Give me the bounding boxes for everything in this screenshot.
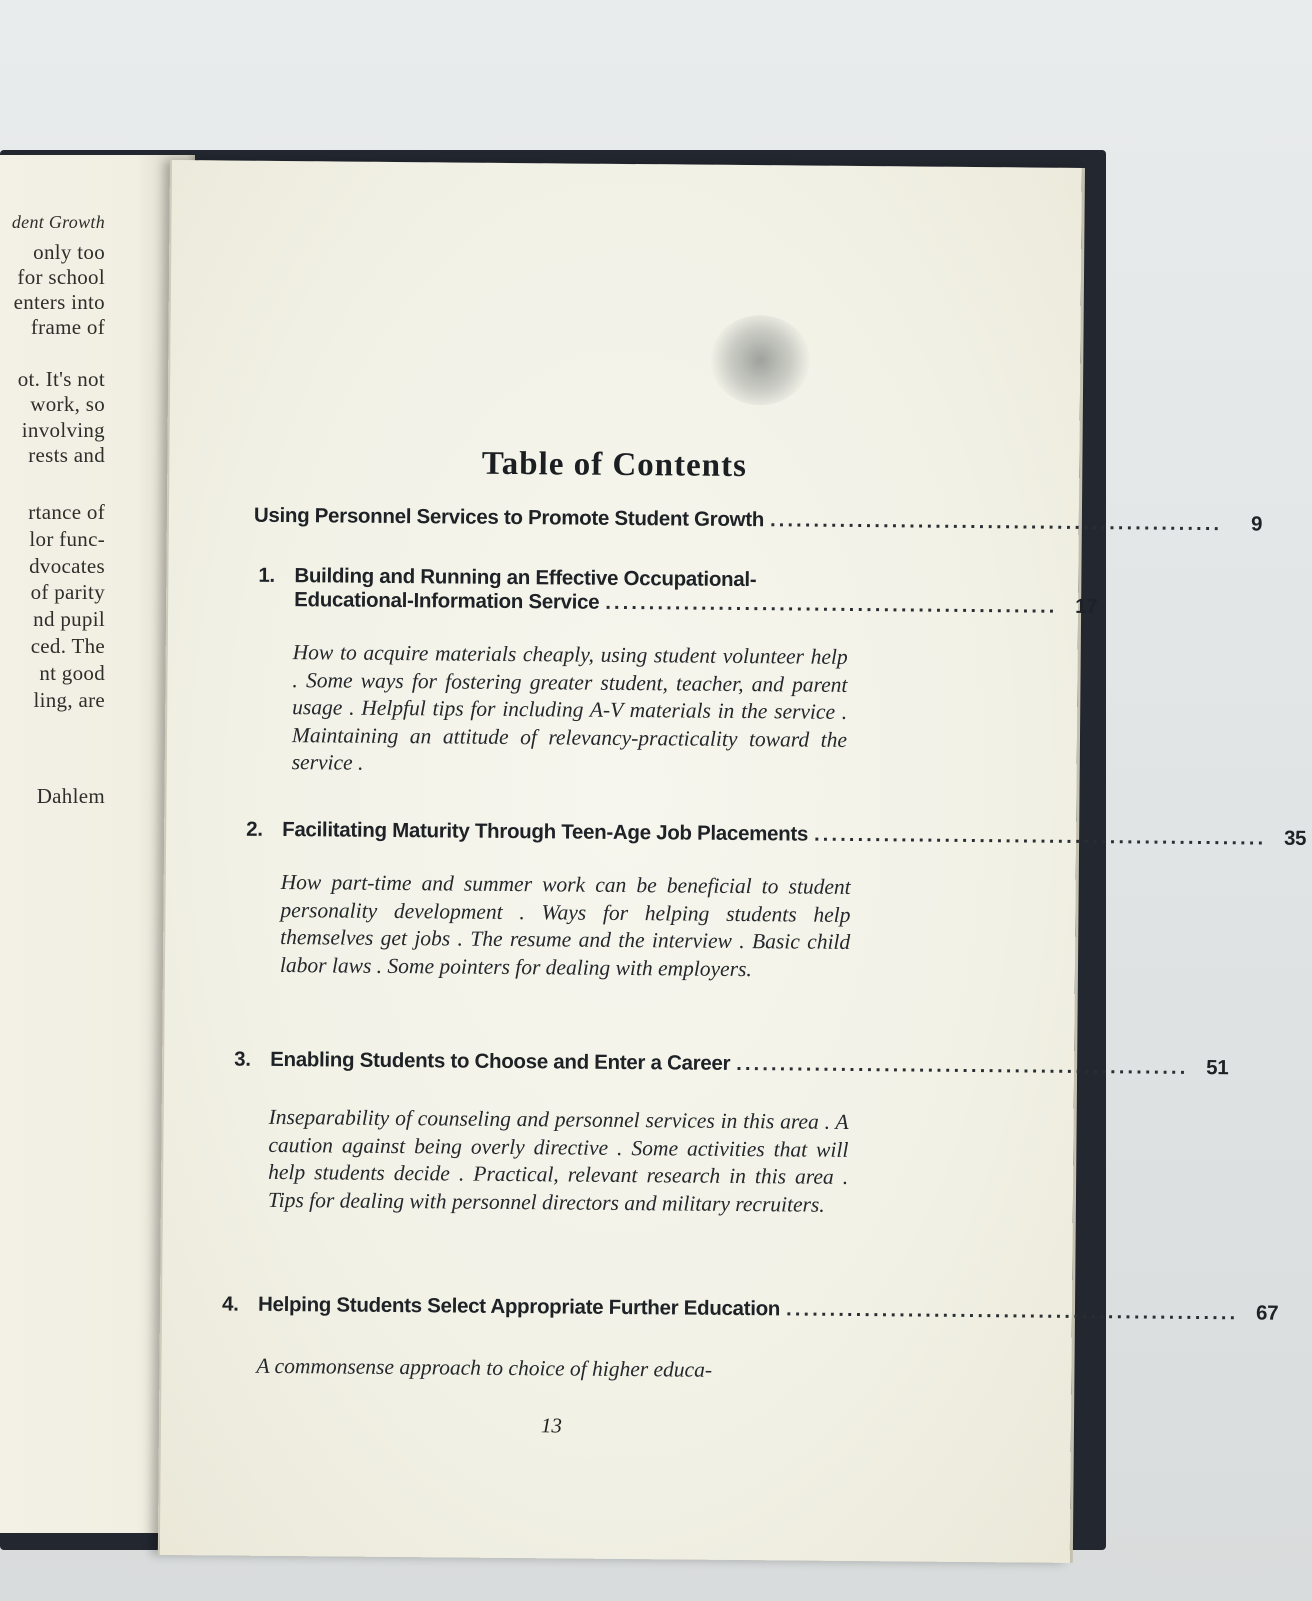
- left-page-line: Dahlem: [36, 784, 105, 808]
- left-page-line: ot. It's not: [17, 367, 105, 391]
- chapter-description: Inseparability of counseling and personnel services in this area . A caution against being overly directive . Some activities that will help students decide . Practical, relevant research in this area . Tips for dealing with personnel directors and military recruiters.: [267, 1104, 849, 1217]
- toc-entry-chapter-1: [258, 563, 1098, 619]
- chapter-description: A commonsense approach to choice of higher educa-: [256, 1353, 713, 1382]
- dot-leader: ....................................................: [813, 822, 1267, 850]
- left-page-line: for school: [17, 265, 105, 289]
- left-page-line: rests and: [28, 443, 105, 467]
- toc-entry-title-continued: Educational-Information Service: [294, 588, 600, 614]
- toc-entry-page: 51: [1206, 1056, 1229, 1080]
- toc-entry-intro: [253, 503, 1263, 536]
- toc-entry-title: Building and Running an Effective Occupational-: [294, 564, 757, 592]
- chapter-number: 4.: [221, 1292, 239, 1316]
- toc-entry-title: Enabling Students to Choose and Enter a Career: [270, 1047, 731, 1075]
- left-page-line: rtance of: [28, 500, 105, 524]
- chapter-number: 2.: [246, 817, 263, 841]
- toc-entry-title: Helping Students Select Appropriate Further Education: [257, 1292, 781, 1321]
- right-page: [158, 160, 1307, 1563]
- left-page-line: work, so: [30, 392, 105, 416]
- toc-entry-chapter-4: [221, 1292, 1279, 1325]
- toc-entry-page: 67: [1255, 1301, 1279, 1325]
- toc-entry-title: Using Personnel Services to Promote Student Growth: [253, 503, 765, 532]
- left-page-line: ling, are: [33, 688, 105, 712]
- toc-entry-chapter-2: [246, 817, 1307, 850]
- left-page-line: frame of: [30, 315, 105, 339]
- toc-entry-page: 17: [1075, 594, 1098, 619]
- page-number: 13: [540, 1413, 563, 1438]
- dot-leader: ....................................................: [736, 1051, 1189, 1079]
- chapter-number: 3.: [234, 1047, 251, 1071]
- smudge-mark: [710, 315, 811, 406]
- dot-leader: ....................................................: [769, 508, 1223, 536]
- left-page-line: nd pupil: [33, 607, 105, 631]
- left-page-line: nt good: [39, 661, 105, 685]
- left-page-line: dvocates: [29, 554, 105, 578]
- left-page-line: involving: [21, 418, 105, 442]
- chapter-description: How part-time and summer work can be beneficial to student personality development . Ways for helping students help themselves get jobs . The resume and the interview . Basic child labor laws . Some pointers for dealing with employers.: [279, 869, 851, 981]
- left-page-line: dent Growth: [11, 212, 105, 232]
- toc-entry-title: Facilitating Maturity Through Teen-Age Job Placements: [282, 818, 809, 846]
- toc-entry-page: 35: [1283, 826, 1307, 850]
- chapter-number: 1.: [258, 563, 275, 587]
- left-page-line: lor func-: [29, 527, 105, 551]
- page-title: Table of Contents: [481, 445, 748, 485]
- dot-leader: ....................................................: [785, 1297, 1239, 1325]
- dot-leader: ....................................................: [605, 590, 1058, 618]
- left-page-line: ced. The: [30, 634, 105, 658]
- toc-entry-chapter-3: [234, 1047, 1229, 1080]
- chapter-description: How to acquire materials cheaply, using student volunteer help . Some ways for fostering greater student, teacher, and parent usage . Helpful tips for including A-V materials in the service . Maintaining an attitude of relevancy-practicality toward the service .: [291, 640, 848, 775]
- toc-entry-page: 9: [1250, 512, 1263, 536]
- left-page-line: enters into: [13, 290, 105, 314]
- left-page-line: of parity: [30, 580, 105, 604]
- left-page-line: only too: [33, 240, 105, 264]
